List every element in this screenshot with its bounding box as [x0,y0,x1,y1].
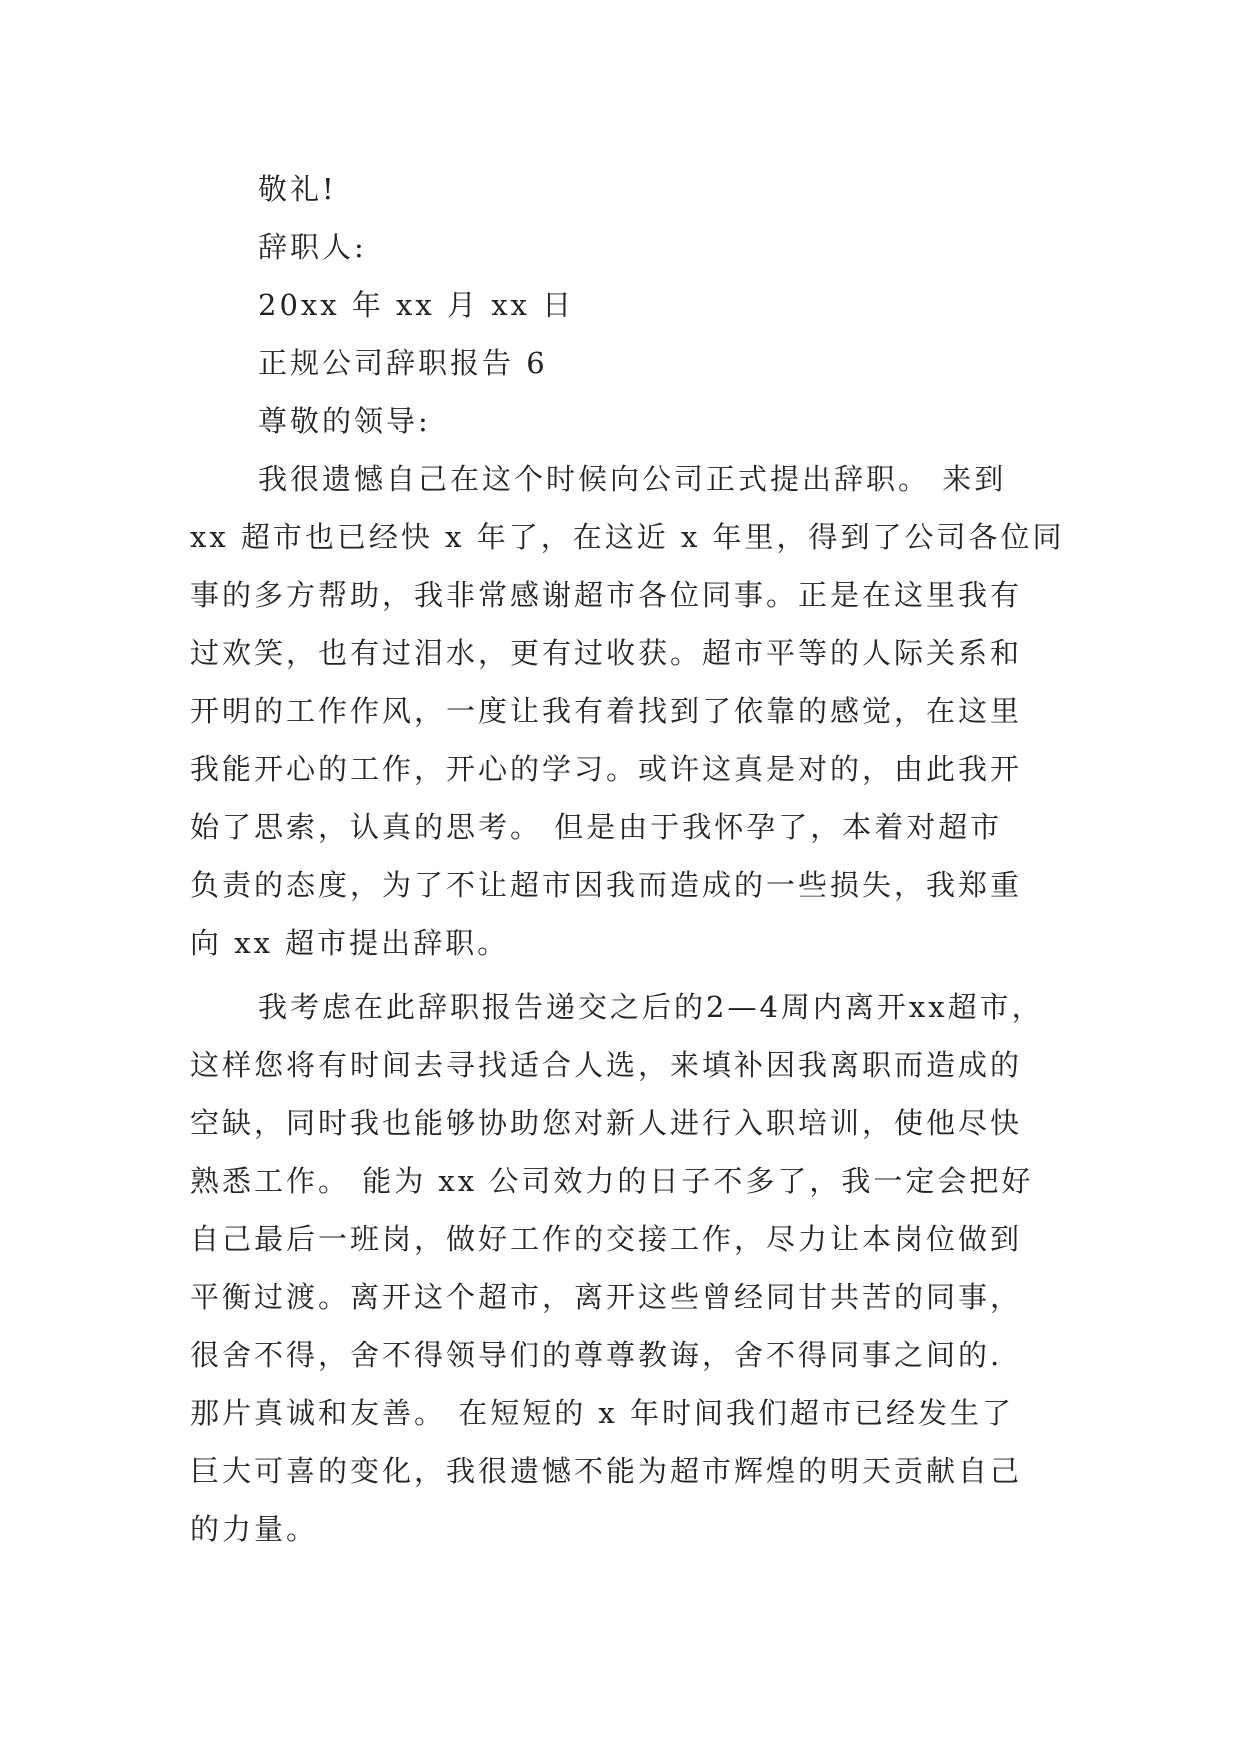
salutation: 尊敬的领导: [258,404,431,438]
paragraph-line: 向 xx 超市提出辞职。 [190,926,510,960]
closing-respect: 敬礼! [258,172,337,206]
paragraph-line: 很舍不得，舍不得领导们的尊尊教诲，舍不得同事之间的. [190,1338,1003,1372]
section-title: 正规公司辞职报告 6 [258,346,548,380]
paragraph-line: 这样您将有时间去寻找适合人选，来填补因我离职而造成的 [190,1048,1023,1082]
paragraph-line: 事的多方帮助，我非常感谢超市各位同事。正是在这里我有 [190,578,1023,612]
paragraph-line: 平衡过渡。离开这个超市，离开这些曾经同甘共苦的同事， [190,1280,1023,1314]
resigner-label: 辞职人: [258,230,367,264]
date-line: 20xx 年 xx 月 xx 日 [258,288,575,322]
paragraph-line: xx 超市也已经快 x 年了，在这近 x 年里，得到了公司各位同 [190,520,1065,554]
paragraph-line: 巨大可喜的变化，我很遗憾不能为超市辉煌的明天贡献自己 [190,1454,1023,1488]
paragraph-line: 过欢笑，也有过泪水，更有过收获。超市平等的人际关系和 [190,636,1023,670]
document-body [190,160,1065,1558]
paragraph-line: 自己最后一班岗，做好工作的交接工作，尽力让本岗位做到 [190,1222,1023,1256]
paragraph-line: 负责的态度，为了不让超市因我而造成的一些损失，我郑重 [190,868,1023,902]
paragraph-line: 我很遗憾自己在这个时候向公司正式提出辞职。 来到 [258,462,1007,496]
paragraph-line: 空缺，同时我也能够协助您对新人进行入职培训，使他尽快 [190,1106,1023,1140]
paragraph-line: 我能开心的工作，开心的学习。或许这真是对的，由此我开 [190,752,1023,786]
paragraph-line: 那片真诚和友善。 在短短的 x 年时间我们超市已经发生了 [190,1396,1015,1430]
paragraph-line: 熟悉工作。 能为 xx 公司效力的日子不多了，我一定会把好 [190,1164,1034,1198]
paragraph-1 [190,450,1065,972]
paragraph-line: 的力量。 [190,1512,319,1546]
paragraph-2 [190,978,1050,1558]
paragraph-line: 我考虑在此辞职报告递交之后的2—4周内离开xx超市， [258,990,1044,1024]
paragraph-line: 始了思索，认真的思考。 但是由于我怀孕了，本着对超市 [190,810,1003,844]
paragraph-line: 开明的工作作风，一度让我有着找到了依靠的感觉，在这里 [190,694,1023,728]
